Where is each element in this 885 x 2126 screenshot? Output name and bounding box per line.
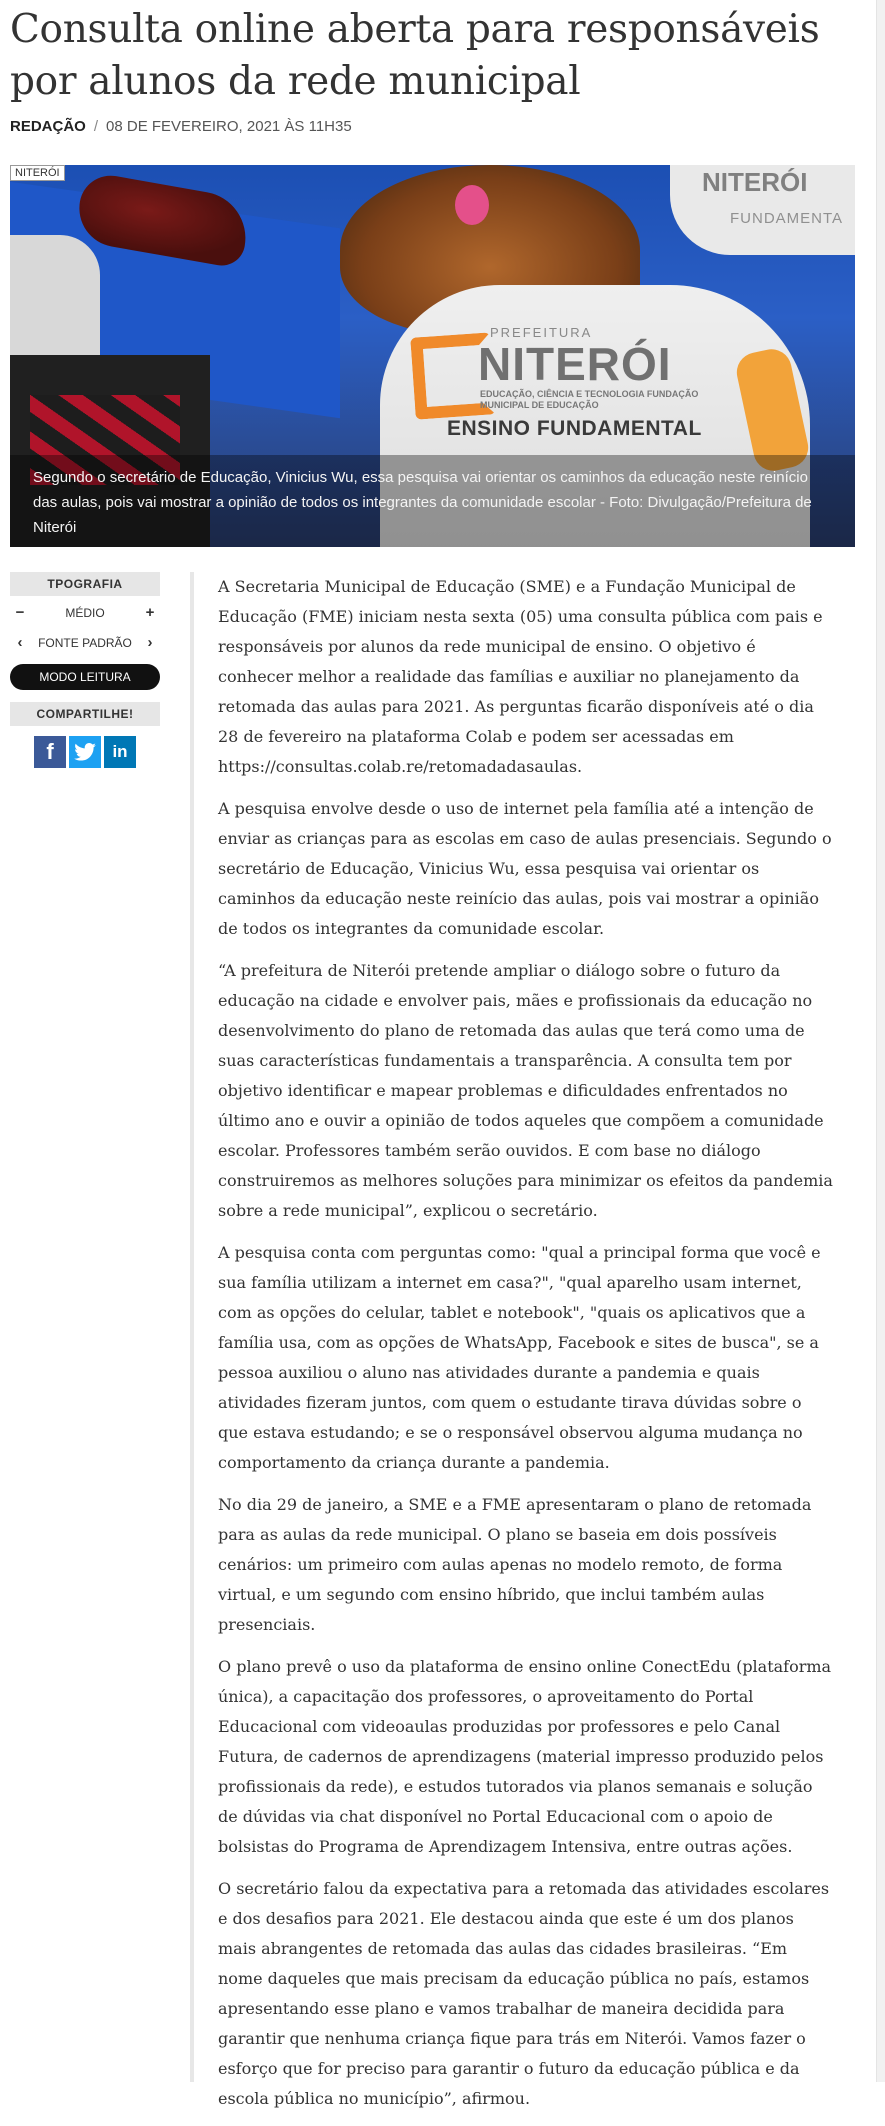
font-size-label: MÉDIO <box>65 606 105 620</box>
reading-tools-sidebar <box>10 572 160 768</box>
linkedin-share-button[interactable] <box>104 736 136 768</box>
facebook-icon: f <box>46 739 54 764</box>
photo-subline-text: EDUCAÇÃO, CIÊNCIA E TECNOLOGIA FUNDAÇÃO MUNICIPAL DE EDUCAÇÃO <box>480 389 699 410</box>
paragraph: “A prefeitura de Niterói pretende ampliar o diálogo sobre o futuro da educação na cidade e envolver pais, mães e profissionais da educação no desenvolvimento do plano de retomada das aulas que terá como uma de suas características fundamentais a transparência. A consulta tem por objetivo identificar e mapear problemas e dificuldades enfrentados no último ano e ouvir a opinião de todos aqueles que compõem a comunidade escolar. Professores também serão ouvidos. E com base no diálogo construiremos as melhores soluções para minimizar os efeitos da pandemia sobre a rede municipal”, explicou o secretário. <box>218 961 833 1220</box>
publish-date: 08 DE FEVEREIRO, 2021 ÀS 11H35 <box>106 118 352 135</box>
decrease-size-button[interactable]: − <box>15 604 25 621</box>
author[interactable]: REDAÇÃO <box>10 118 86 135</box>
article-body <box>218 572 835 2126</box>
hero-image <box>10 165 855 547</box>
photo-ribbon <box>455 185 489 225</box>
photo-back-niteroi-text: NITERÓI <box>702 167 808 197</box>
share-header: COMPARTILHE! <box>10 702 160 726</box>
paragraph: No dia 29 de janeiro, a SME e a FME apresentaram o plano de retomada para as aulas da rede municipal. O plano se baseia em dois possíveis cenários: um primeiro com aulas apenas no modelo remoto, de forma virtual, e um segundo com ensino híbrido, que inclui também aulas presenciais. <box>218 1495 812 1634</box>
paragraph: A pesquisa envolve desde o uso de internet pela família até a intenção de enviar as crianças para as escolas em caso de aulas presenciais. Segundo o secretário de Educação, Vinicius Wu, essa pesquisa vai orientar os caminhos da educação neste reinício das aulas, pois vai mostrar a opinião de todos os integrantes da comunidade escolar. <box>218 799 832 938</box>
prev-font-button[interactable]: ‹ <box>17 634 23 651</box>
photo-prefeitura-text: PREFEITURA <box>490 325 593 340</box>
article-title: Consulta online aberta para responsáveis por alunos da rede municipal <box>10 7 820 104</box>
byline-separator: / <box>93 118 99 135</box>
font-family-label: FONTE PADRÃO <box>38 636 132 650</box>
twitter-share-button[interactable] <box>69 736 101 768</box>
paragraph: A Secretaria Municipal de Educação (SME) e a Fundação Municipal de Educação (FME) iniciam nesta sexta (05) uma consulta pública com pais e responsáveis por alunos da rede municipal de ensino. O objetivo é conhecer melhor a realidade das famílias e auxiliar no planejamento da retomada das aulas para 2021. As perguntas ficarão disponíveis até o dia 28 de fevereiro na plataforma Colab e podem ser acessadas em https://consultas.colab.re/retomadadasaulas. <box>218 577 823 776</box>
content-divider <box>190 572 194 2082</box>
paragraph: A pesquisa conta com perguntas como: "qual a principal forma que você e sua família utilizam a internet em casa?", "qual aparelho usam internet, com as opções do celular, tablet e notebook", "quais os aplicativos que a família usa, com as opções de WhatsApp, Facebook e sites de busca", se a pessoa auxiliou o aluno nas atividades durante a pandemia e quais atividades fizeram juntos, com quem o estudante tirava dúvidas sobre o que estava estudando; e se o responsável observou alguma mudança no comportamento da criança durante a pandemia. <box>218 1243 821 1472</box>
paragraph: O secretário falou da expectativa para a retomada das atividades escolares e dos desafios para 2021. Ele destacou ainda que este é um dos planos mais abrangentes de retomada das aulas das cidades brasileiras. “Em nome daqueles que mais precisam da educação pública no país, estamos apresentando esse plano e vamos trabalhar de maneira decidida para garantir que nenhuma criança fique para trás em Niterói. Vamos fazer o esforço que for preciso para garantir o futuro da educação pública e da escola pública no município”, afirmou. <box>218 1879 830 2108</box>
photo-ensino-text: ENSINO FUNDAMENTAL <box>447 417 702 440</box>
paragraph: O plano prevê o uso da plataforma de ensino online ConectEdu (plataforma única), a capacitação dos professores, o aproveitamento do Portal Educacional com videoaulas produzidas por professores e pelo Canal Futura, de cadernos de aprendizagens (material impresso produzido pelos profissionais da rede), e estudos tutorados via planos semanais e solução de dúvidas via chat disponível no Portal Educacional com o apoio de bolsistas do Programa de Aprendizagem Intensiva, entre outras ações. <box>218 1657 832 1856</box>
typography-header: TPOGRAFIA <box>10 572 160 596</box>
reading-mode-button[interactable]: MODO LEITURA <box>10 664 160 690</box>
category-tag[interactable]: NITERÓI <box>10 165 65 181</box>
font-family-control <box>10 626 160 660</box>
image-caption: Segundo o secretário de Educação, Vinicius Wu, essa pesquisa vai orientar os caminhos da educação neste reinício das aulas, pois vai mostrar a opinião de todos os integrantes da comunidade escolar - Foto: Divulgação/Prefeitura de Niterói <box>33 469 812 536</box>
byline <box>10 118 352 135</box>
font-size-control <box>10 596 160 630</box>
photo-back-fund-text: FUNDAMENTA <box>730 210 844 227</box>
page-scrollbar[interactable] <box>876 0 885 2082</box>
increase-size-button[interactable]: + <box>145 604 155 621</box>
share-buttons <box>10 736 160 768</box>
photo-niteroi-text: NITERÓI <box>478 338 672 390</box>
twitter-icon <box>74 743 96 761</box>
linkedin-icon: in <box>112 742 128 761</box>
facebook-share-button[interactable] <box>34 736 66 768</box>
next-font-button[interactable]: › <box>147 634 153 651</box>
